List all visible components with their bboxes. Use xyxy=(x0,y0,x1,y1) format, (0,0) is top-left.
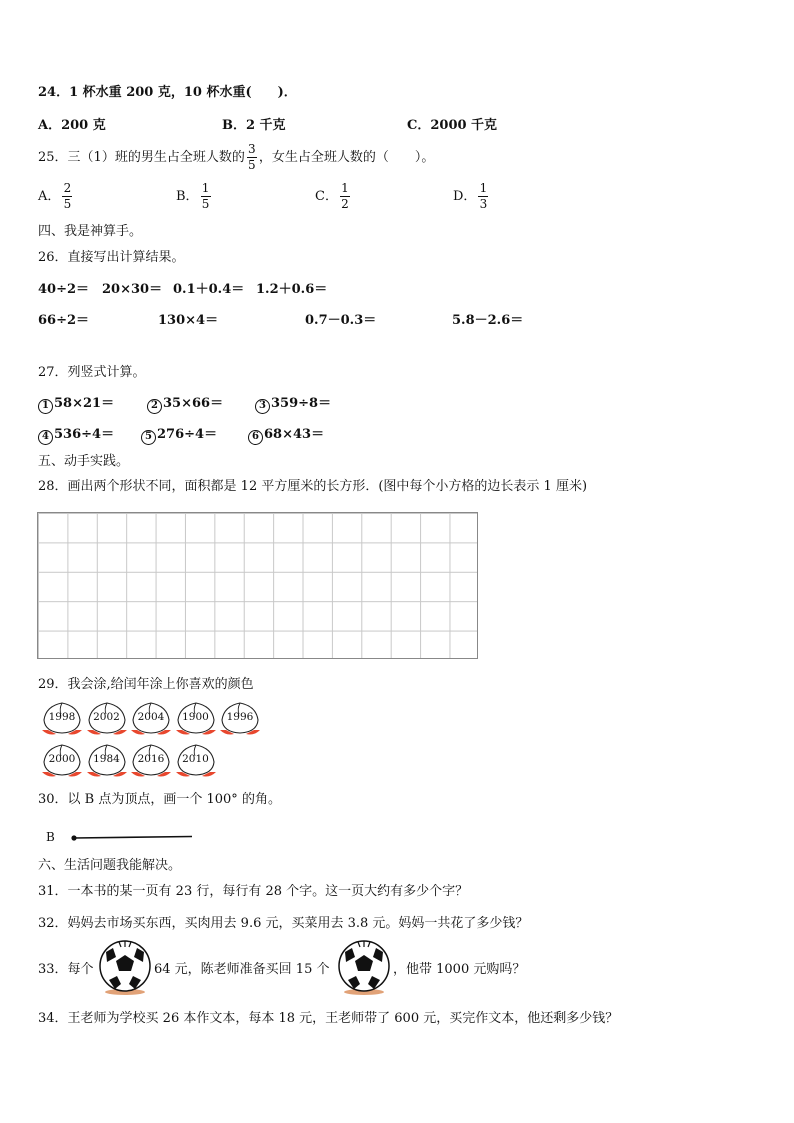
q31-text: 31．一本书的某一页有 23 行，每行有 28 个字。这一页大约有多少个字？ xyxy=(38,884,469,899)
year-label: 2000 xyxy=(48,753,76,765)
soccer-ball-icon xyxy=(97,938,153,1000)
q24-option-b: B．2 千克 xyxy=(222,118,286,133)
q27-item-5: 5 276÷4＝ xyxy=(141,426,217,445)
q25-option-c: C． $\frac{1}{2}$ xyxy=(315,181,349,211)
year-label: 2002 xyxy=(93,711,120,723)
year-label: 2004 xyxy=(137,711,165,723)
q26-r1-c2: 20×30＝ xyxy=(102,282,163,297)
q25-text-after: ，女生占全班人数的（ ）。 xyxy=(258,150,435,165)
q28-text: 28．画出两个形状不同，面积都是 12 平方厘米的长方形．(图中每个小方格的边长表示 1 厘米) xyxy=(38,479,588,494)
q24-text: 24．1 杯水重 200 克，10 杯水重( )． xyxy=(38,85,297,100)
q26-r2-c4: 5.8－2.6＝ xyxy=(452,313,524,328)
year-label: 1996 xyxy=(226,711,254,723)
section-6-heading: 六、生活问题我能解决。 xyxy=(38,858,182,873)
q27-item-4: 4 536÷4＝ xyxy=(38,426,114,445)
ray-from-b xyxy=(70,832,194,844)
q34-text: 34．王老师为学校买 26 本作文本，每本 18 元，王老师带了 600 元，买完作文本，他还剩多少钱？ xyxy=(38,1011,619,1026)
soccer-ball-icon xyxy=(336,938,392,1000)
q26-r1-c3: 0.1＋0.4＝ xyxy=(173,282,245,297)
q26-r2-c3: 0.7－0.3＝ xyxy=(305,313,377,328)
q26-r1-c1: 40÷2＝ xyxy=(38,282,90,297)
peach-year-2002[interactable] xyxy=(83,700,131,738)
q27-item-6: 6 68×43＝ xyxy=(248,426,324,445)
peach-year-2016[interactable] xyxy=(127,742,175,780)
q24-option-c: C．2000 千克 xyxy=(407,118,498,133)
q27-item-2: 2 35×66＝ xyxy=(147,395,223,414)
q29-text: 29．我会涂,给闰年涂上你喜欢的颜色 xyxy=(38,677,254,692)
peach-year-2000[interactable] xyxy=(38,742,86,780)
q25-fraction: $\frac{3}{5}$ xyxy=(248,142,256,172)
q30-text: 30．以 B 点为顶点，画一个 100° 的角。 xyxy=(38,792,281,807)
q33-part3: ，他带 1000 元购吗？ xyxy=(393,962,526,977)
peach-year-2010[interactable] xyxy=(172,742,220,780)
section-5-heading: 五、动手实践。 xyxy=(38,454,130,469)
q25-text-before: 25．三（1）班的男生占全班人数的 xyxy=(38,150,245,165)
peach-year-1998[interactable] xyxy=(38,700,86,738)
peach-year-1900[interactable] xyxy=(172,700,220,738)
q24-option-a: A．200 克 xyxy=(38,118,106,133)
q27-item-1: 1 58×21＝ xyxy=(38,395,114,414)
q25-option-b: B． $\frac{1}{5}$ xyxy=(176,181,210,211)
peach-year-1996[interactable] xyxy=(216,700,264,738)
peach-year-1984[interactable] xyxy=(83,742,131,780)
section-4-heading: 四、我是神算手。 xyxy=(38,224,143,239)
q26-r1-c4: 1.2＋0.6＝ xyxy=(256,282,328,297)
q25-option-a: A． $\frac{2}{5}$ xyxy=(38,181,72,211)
q33-part2: 64 元，陈老师准备买回 15 个 xyxy=(154,962,330,977)
q26-r2-c1: 66÷2＝ xyxy=(38,313,90,328)
q33-part1: 33．每个 xyxy=(38,962,94,977)
year-label: 1900 xyxy=(182,711,209,723)
year-label: 2016 xyxy=(137,753,165,765)
square-grid[interactable] xyxy=(37,512,478,659)
year-label: 2010 xyxy=(182,753,209,765)
q26-r2-c2: 130×4＝ xyxy=(158,313,219,328)
q25-option-d: D． $\frac{1}{3}$ xyxy=(453,181,488,211)
point-b-label: B xyxy=(46,830,55,844)
q27-text: 27．列竖式计算。 xyxy=(38,365,146,380)
year-label: 1984 xyxy=(93,753,120,765)
year-label: 1998 xyxy=(48,711,76,723)
q32-text: 32．妈妈去市场买东西，买肉用去 9.6 元，买菜用去 3.8 元。妈妈一共花了多少钱？ xyxy=(38,916,529,931)
peach-year-2004[interactable] xyxy=(127,700,175,738)
q25-question xyxy=(38,142,434,174)
q27-item-3: 3 359÷8＝ xyxy=(255,395,331,414)
q26-text: 26．直接写出计算结果。 xyxy=(38,250,185,265)
